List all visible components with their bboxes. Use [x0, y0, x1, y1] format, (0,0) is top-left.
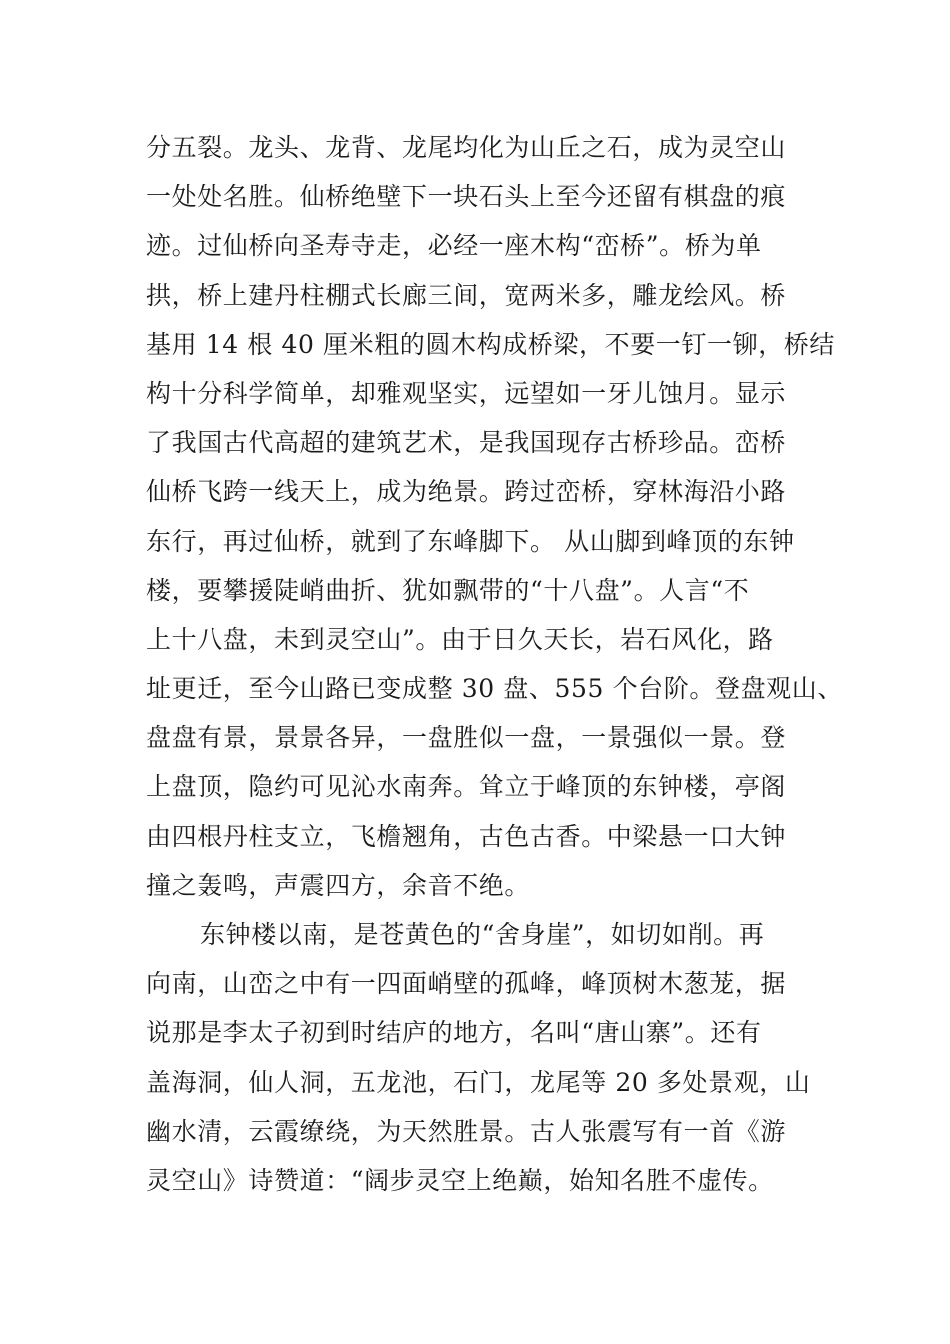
text-line-8: 仙桥飞跨一线天上，成为绝景。跨过峦桥，穿林海沿小路	[146, 477, 787, 507]
text-line-13: 盘盘有景，景景各异，一盘胜似一盘，一景强似一景。登	[146, 723, 787, 753]
text-line-19: 说那是李太子初到时结庐的地方，名叫“唐山寨”。还有	[146, 1018, 762, 1048]
text-line-7: 了我国古代高超的建筑艺术，是我国现存古桥珍品。峦桥	[146, 428, 787, 458]
text-line-10: 楼，要攀援陡峭曲折、犹如飘带的“十八盘”。人言“不	[146, 575, 750, 605]
body-text	[146, 123, 843, 1205]
text-line-15: 由四根丹柱支立，飞檐翘角，古色古香。中梁悬一口大钟	[146, 821, 787, 851]
text-line-18: 向南，山峦之中有一四面峭壁的孤峰，峰顶树木葱茏，据	[146, 969, 787, 999]
text-line-20: 盖海洞，仙人洞，五龙池，石门，龙尾等 20 多处景观，山	[146, 1067, 811, 1097]
text-line-6: 构十分科学简单，却雅观坚实，远望如一牙儿蚀月。显示	[146, 378, 787, 408]
text-line-5: 基用 14 根 40 厘米粗的圆木构成桥梁，不要一钉一铆，桥结	[146, 329, 836, 359]
text-line-4: 拱，桥上建丹柱棚式长廊三间，宽两米多，雕龙绘风。桥	[146, 280, 787, 310]
text-line-3: 迹。过仙桥向圣寿寺走，必经一座木构“峦桥”。桥为单	[146, 231, 762, 261]
text-line-22: 灵空山》诗赞道：“阔步灵空上绝巅，始知名胜不虚传。	[146, 1165, 774, 1195]
text-line-9: 东行，再过仙桥，就到了东峰脚下。 从山脚到峰顶的东钟	[146, 526, 795, 556]
text-line-17: 东钟楼以南，是苍黄色的“舍身崖”，如切如削。再	[200, 920, 765, 949]
text-line-1: 分五裂。龙头、龙背、龙尾均化为山丘之石，成为灵空山	[146, 133, 787, 162]
text-line-16: 撞之轰鸣，声震四方，余音不绝。	[146, 870, 531, 900]
text-line-11: 上十八盘，未到灵空山”。由于日久天长，岩石风化，路	[146, 624, 774, 654]
text-line-12: 址更迁，至今山路已变成整 30 盘、555 个台阶。登盘观山、	[146, 674, 843, 704]
text-line-2: 一处处名胜。仙桥绝壁下一块石头上至今还留有棋盘的痕	[146, 182, 787, 212]
text-line-21: 幽水清，云霞缭绕，为天然胜景。古人张震写有一首《游	[146, 1116, 787, 1146]
text-line-14: 上盘顶，隐约可见沁水南奔。耸立于峰顶的东钟楼，亭阁	[146, 772, 787, 802]
